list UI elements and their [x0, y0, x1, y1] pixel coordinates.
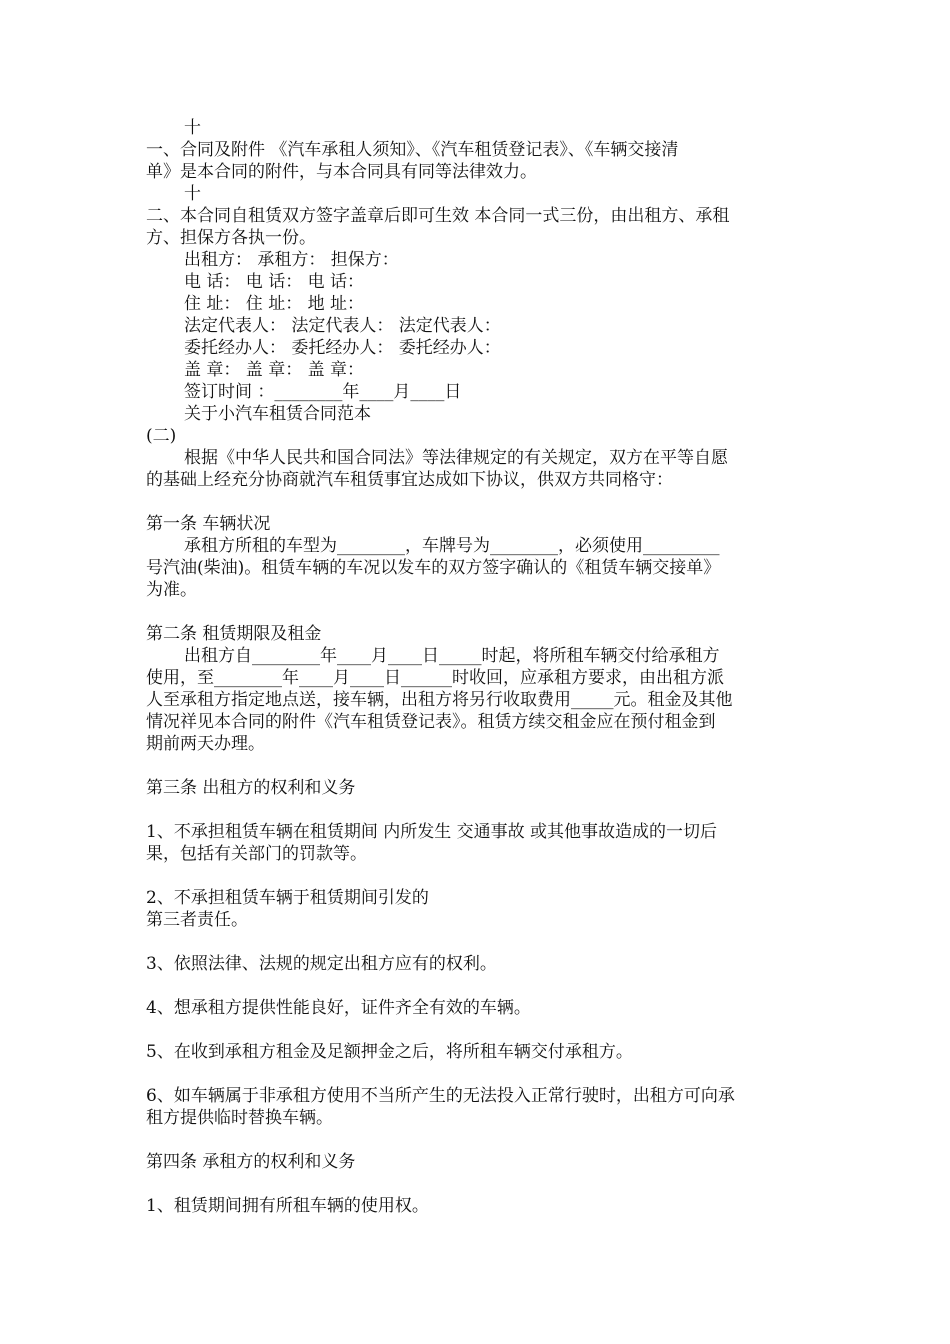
text-line: 果，包括有关部门的罚款等。	[146, 844, 367, 864]
text-line: 情况祥见本合同的附件《汽车租赁登记表》。租赁方续交租金应在预付租金到	[146, 712, 716, 732]
text-line: 方、担保方各执一份。	[146, 228, 316, 248]
text-line: 出租方自________年____月____日_____时起，将所租车辆交付给承租方	[184, 646, 720, 666]
text-line: 6、如车辆属于非承租方使用不当所产生的无法投入正常行驶时，出租方可向承	[146, 1086, 735, 1106]
text-line: 电 话： 电 话： 电 话：	[184, 272, 365, 292]
section-heading: 第四条 承租方的权利和义务	[146, 1152, 356, 1172]
text-line: 的基础上经充分协商就汽车租赁事宜达成如下协议，供双方共同格守：	[146, 470, 673, 490]
text-line: 十	[184, 184, 201, 204]
text-line: 盖 章： 盖 章： 盖 章：	[184, 360, 365, 380]
text-line: 1、不承担租赁车辆在租赁期间 内所发生 交通事故 或其他事故造成的一切后	[146, 822, 718, 842]
text-line: 1、租赁期间拥有所租车辆的使用权。	[146, 1196, 429, 1216]
text-line: 为准。	[146, 580, 197, 600]
text-line: 号汽油(柴油)。租赁车辆的车况以发车的双方签字确认的《租赁车辆交接单》	[146, 558, 721, 578]
text-line: 2、不承担租赁车辆于租赁期间引发的	[146, 888, 429, 908]
text-line: 二、本合同自租赁双方签字盖章后即可生效 本合同一式三份，由出租方、承租	[146, 206, 730, 226]
section-heading: 第二条 租赁期限及租金	[146, 624, 322, 644]
text-line: 单》是本合同的附件，与本合同具有同等法律效力。	[146, 162, 537, 182]
text-line: 委托经办人： 委托经办人： 委托经办人：	[184, 338, 501, 358]
text-line: 5、在收到承租方租金及足额押金之后，将所租车辆交付承租方。	[146, 1042, 633, 1062]
text-line: 法定代表人： 法定代表人： 法定代表人：	[184, 316, 501, 336]
text-line: 租方提供临时替换车辆。	[146, 1108, 333, 1128]
text-line: 十	[184, 118, 201, 138]
text-line: 期前两天办理。	[146, 734, 265, 754]
text-line: 使用，至________年____月____日______时收回，应承租方要求，由出租方派	[146, 668, 724, 688]
text-line: (二)	[146, 426, 177, 446]
section-heading: 第三条 出租方的权利和义务	[146, 778, 356, 798]
text-line: 人至承租方指定地点送，接车辆，出租方将另行收取费用_____元。租金及其他	[146, 690, 733, 710]
text-line: 根据《中华人民共和国合同法》等法律规定的有关规定，双方在平等自愿	[184, 448, 728, 468]
text-line: 承租方所租的车型为________，车牌号为________，必须使用_________	[184, 536, 720, 556]
text-line: 一、合同及附件 《汽车承租人须知》、《汽车租赁登记表》、《车辆交接清	[146, 140, 679, 160]
text-line: 3、依照法律、法规的规定出租方应有的权利。	[146, 954, 497, 974]
text-line: 第三者责任。	[146, 910, 248, 930]
text-line: 出租方： 承租方： 担保方：	[184, 250, 399, 270]
section-heading: 第一条 车辆状况	[146, 514, 271, 534]
text-line: 4、想承租方提供性能良好，证件齐全有效的车辆。	[146, 998, 531, 1018]
text-line: 签订时间 ：________年____月____日	[184, 382, 462, 402]
text-line: 关于小汽车租赁合同范本	[184, 404, 371, 424]
text-line: 住 址： 住 址： 地 址：	[184, 294, 365, 314]
